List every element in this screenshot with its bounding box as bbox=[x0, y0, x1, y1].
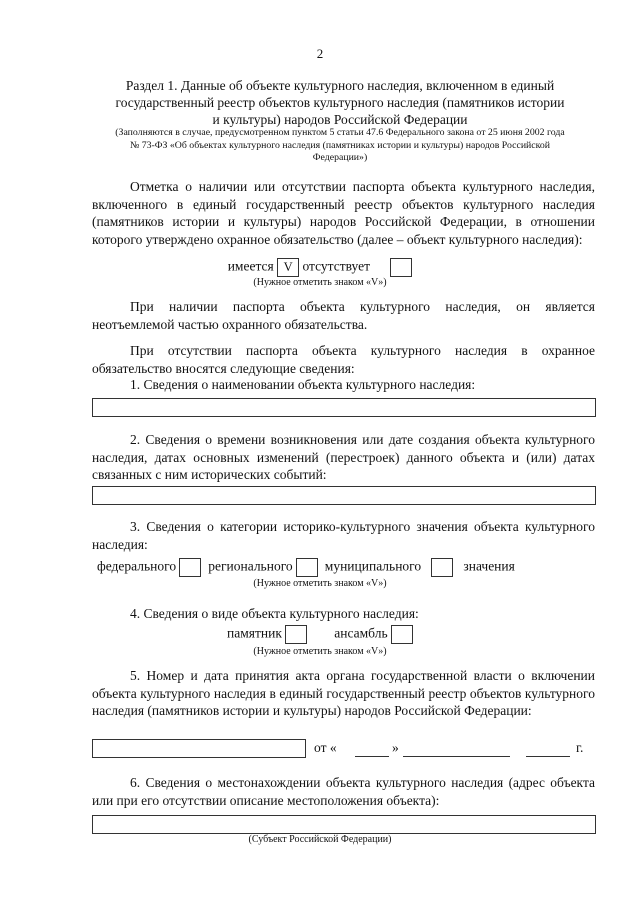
passport-absent-label: отсутствует bbox=[302, 258, 371, 274]
category-federal-label: федерального bbox=[97, 558, 177, 574]
section-title-line: и культуры) народов Российской Федерации bbox=[212, 112, 468, 127]
item5-from-label: от « bbox=[314, 740, 337, 755]
item5-quote-close: » bbox=[392, 740, 399, 755]
item4-options bbox=[0, 625, 640, 644]
section-note-line: (Заполняются в случае, предусмотренном пунктом 5 статьи 47.6 Федерального закона от 25 июня 2002 года bbox=[115, 127, 565, 138]
item3-hint: (Нужное отметить знаком «V») bbox=[253, 578, 387, 589]
category-municipal-label: муниципального bbox=[324, 558, 422, 574]
passport-options bbox=[0, 258, 640, 277]
passport-hint: (Нужное отметить знаком «V») bbox=[253, 277, 387, 288]
passport-part-text: При наличии паспорта объекта культурного наследия, он является неотъемлемой частью охранного обязательства. bbox=[92, 299, 595, 332]
item6-paragraph bbox=[92, 774, 595, 809]
item1-paragraph bbox=[92, 376, 595, 394]
item5-paragraph bbox=[92, 667, 595, 720]
item2-dates-field[interactable] bbox=[92, 486, 596, 505]
type-monument-label: памятник bbox=[227, 625, 282, 641]
type-ensemble-label: ансамбль bbox=[334, 625, 388, 641]
item6-label: 6. Сведения о местонахождении объекта культурного наследия (адрес объекта или при его отсутствии описание местоположения объекта): bbox=[92, 775, 595, 808]
item6-region-field[interactable] bbox=[92, 815, 596, 834]
passport-paragraph bbox=[92, 178, 595, 248]
section-title bbox=[60, 77, 620, 128]
passport-text: Отметка о наличии или отсутствии паспорта объекта культурного наследия, включенного в единый государственный реестр объектов культурного наследия (памятников истории и культуры) народов Российской Федерации, в отношении которого утверждено охранное обязательство (далее – объект культурного наследия): bbox=[92, 179, 595, 247]
item4-hint: (Нужное отметить знаком «V») bbox=[253, 646, 387, 657]
absent-paragraph bbox=[92, 342, 595, 377]
item5-month-field[interactable] bbox=[403, 756, 510, 757]
item5-year-field[interactable] bbox=[526, 756, 570, 757]
category-regional-checkbox[interactable] bbox=[296, 558, 318, 577]
item6-caption: (Субъект Российской Федерации) bbox=[248, 834, 392, 845]
item3-paragraph bbox=[92, 518, 595, 553]
section-note-line: № 73-ФЗ «Об объектах культурного наследия (памятниках истории и культуры) народов Российской bbox=[129, 139, 551, 151]
item5-act-number-field[interactable] bbox=[92, 739, 306, 758]
item2-label: 2. Сведения о времени возникновения или дате создания объекта культурного наследия, датах основных изменений (перестроек) данного объекта и (или) датах связанных с ним исторических событий: bbox=[92, 432, 595, 482]
item5-year-suffix: г. bbox=[576, 740, 584, 755]
category-suffix: значения bbox=[463, 558, 515, 574]
item1-name-field[interactable] bbox=[92, 398, 596, 417]
item3-options bbox=[97, 558, 515, 577]
page-number: 2 bbox=[316, 46, 324, 61]
category-regional-label: регионального bbox=[208, 558, 293, 574]
passport-present-label: имеется bbox=[227, 258, 274, 274]
section-title-line: государственный реестр объектов культурного наследия (памятников истории bbox=[115, 95, 565, 110]
item5-label: 5. Номер и дата принятия акта органа государственной власти о включении объекта культурного наследия в единый государственный реестр объектов культурного наследия (памятников истории и культуры) народов Российской Федерации: bbox=[92, 668, 595, 718]
passport-absent-checkbox[interactable] bbox=[390, 258, 412, 277]
absent-text: При отсутствии паспорта объекта культурного наследия в охранное обязательство вносятся следующие сведения: bbox=[92, 343, 595, 376]
section-note bbox=[60, 127, 620, 165]
category-federal-checkbox[interactable] bbox=[179, 558, 201, 577]
item4-label: 4. Сведения о виде объекта культурного наследия: bbox=[130, 606, 419, 621]
item1-label: 1. Сведения о наименовании объекта культурного наследия: bbox=[130, 377, 476, 392]
passport-part-paragraph bbox=[92, 298, 595, 333]
item4-paragraph bbox=[92, 605, 595, 623]
item5-day-field[interactable] bbox=[355, 756, 389, 757]
passport-present-checkbox[interactable]: V bbox=[277, 258, 299, 277]
item2-paragraph bbox=[92, 431, 595, 484]
category-municipal-checkbox[interactable] bbox=[431, 558, 453, 577]
section-note-line: Федерации») bbox=[312, 152, 368, 163]
section-title-line: Раздел 1. Данные об объекте культурного наследия, включенном в единый bbox=[125, 78, 555, 93]
type-monument-checkbox[interactable] bbox=[285, 625, 307, 644]
type-ensemble-checkbox[interactable] bbox=[391, 625, 413, 644]
item3-label: 3. Сведения о категории историко-культурного значения объекта культурного наследия: bbox=[92, 519, 595, 552]
